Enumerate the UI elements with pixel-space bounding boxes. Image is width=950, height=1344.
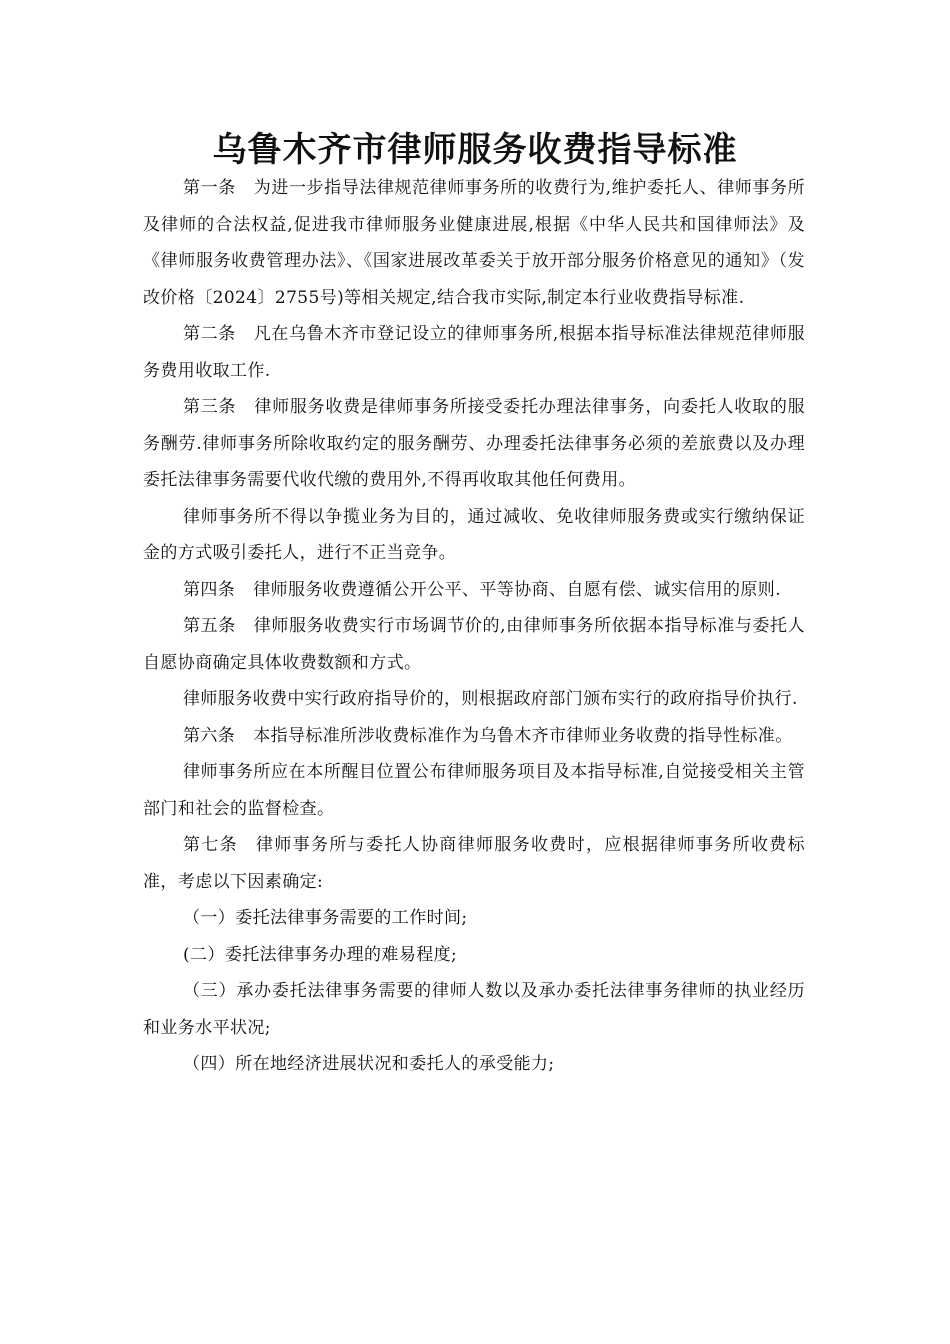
paragraph-article-4: [143, 572, 805, 609]
paragraph-text: 律师事务所不得以争揽业务为目的，通过减收、免收律师服务费或实行缴纳保证金的方式吸引委托人，进行不正当竞争。: [143, 506, 805, 563]
article-number: 第七条: [183, 835, 238, 855]
article-number: 第六条: [183, 725, 236, 746]
article-number: 第四条: [183, 579, 236, 600]
article-number: 第一条: [183, 178, 236, 198]
paragraph-text: （四）所在地经济进展状况和委托人的承受能力;: [183, 1054, 555, 1074]
paragraph-article-5-continued: [143, 681, 805, 718]
list-item-factor-4: [143, 1046, 805, 1083]
article-number: 第三条: [183, 397, 237, 417]
paragraph-article-3-continued: [143, 499, 805, 572]
paragraph-article-5: [143, 608, 805, 681]
list-item-factor-2: [143, 937, 805, 974]
paragraph-text: 律师事务所与委托人协商律师服务收费时，应根据律师事务所收费标准，考虑以下因素确定:: [143, 835, 806, 892]
paragraph-article-3: [143, 389, 805, 499]
paragraph-text: 律师服务收费中实行政府指导价的，则根据政府部门颁布实行的政府指导价执行.: [183, 689, 798, 709]
document-title: 乌鲁木齐市律师服务收费指导标准: [212, 130, 738, 170]
article-number: 第二条: [183, 324, 236, 344]
paragraph-text: (二）委托法律事务办理的难易程度;: [183, 944, 458, 965]
article-number: 第五条: [183, 616, 236, 636]
list-item-factor-3: [143, 973, 805, 1046]
document-body: [143, 170, 805, 1083]
paragraph-text: 律师服务收费遵循公开公平、平等协商、自愿有偿、诚实信用的原则.: [253, 579, 782, 600]
list-item-factor-1: [143, 900, 805, 937]
paragraph-text: 律师事务所应在本所醒目位置公布律师服务项目及本指导标准,自觉接受相关主管部门和社会的监督检查。: [143, 762, 805, 819]
paragraph-text: （三）承办委托法律事务需要的律师人数以及承办委托法律事务律师的执业经历和业务水平状况;: [143, 981, 805, 1038]
paragraph-article-6: [143, 718, 805, 755]
paragraph-text: 律师服务收费实行市场调节价的,由律师事务所依据本指导标准与委托人自愿协商确定具体收费数额和方式。: [143, 616, 806, 673]
paragraph-text: 律师服务收费是律师事务所接受委托办理法律事务，向委托人收取的服务酬劳.律师事务所除收取约定的服务酬劳、办理委托法律事务必须的差旅费以及办理委托法律事务需要代收代缴的费用外,不得再收取其他任何费用。: [143, 397, 805, 490]
paragraph-text: （一）委托法律事务需要的工作时间;: [183, 908, 468, 928]
paragraph-article-2: [143, 316, 805, 389]
paragraph-article-1: [143, 170, 805, 316]
paragraph-text: 为进一步指导法律规范律师事务所的收费行为,维护委托人、律师事务所及律师的合法权益,促进我市律师服务业健康进展,根据《中华人民共和国律师法》及《律师服务收费管理办法》、《国家进展改革委关于放开部分服务价格意见的通知》（发改价格〔2024〕2755号)等相关规定,结合我市实际,制定本行业收费指导标准.: [143, 178, 806, 308]
paragraph-text: 本指导标准所涉收费标准作为乌鲁木齐市律师业务收费的指导性标准。: [253, 725, 793, 746]
paragraph-text: 凡在乌鲁木齐市登记设立的律师事务所,根据本指导标准法律规范律师服务费用收取工作.: [143, 324, 806, 381]
paragraph-article-6-continued: [143, 754, 805, 827]
paragraph-article-7: [143, 827, 805, 900]
